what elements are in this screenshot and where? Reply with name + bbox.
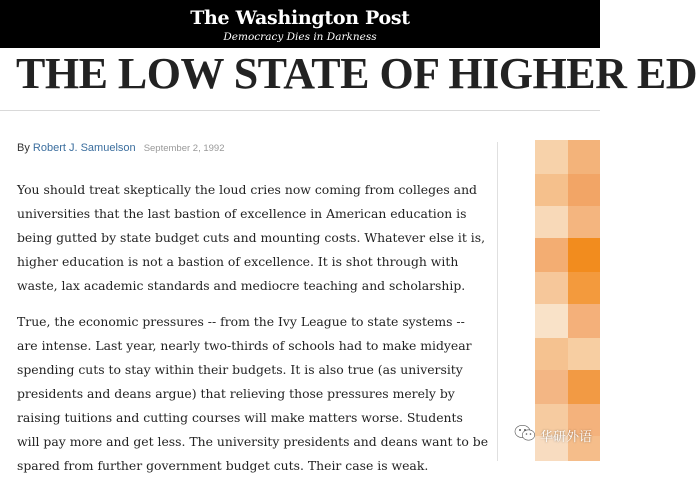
article-paragraph: You should treat skeptically the loud cries now coming from colleges and universities that the last bastion of excellence in American education is being gutted by state budget cuts and mounting costs. Whatever else it is, higher education is not a bastion of excellence. It is shot through with waste, lax academic standards and mediocre teaching and scholarship. — [17, 182, 486, 293]
ad-pixel — [535, 272, 568, 304]
article-headline: THE LOW STATE OF HIGHER ED — [16, 49, 697, 98]
ad-pixel — [568, 238, 600, 272]
ad-pixel — [535, 304, 568, 338]
ad-pixel — [535, 140, 568, 174]
headline-divider — [0, 110, 600, 111]
wechat-watermark — [514, 424, 592, 446]
ad-pixel — [568, 338, 600, 370]
ad-pixel — [568, 140, 600, 174]
ad-pixel — [568, 272, 600, 304]
ad-pixel — [568, 206, 600, 238]
column-divider — [497, 142, 498, 461]
masthead — [0, 0, 600, 48]
masthead-tagline: Democracy Dies in Darkness — [223, 31, 377, 43]
washington-post-logo[interactable]: The Washington Post — [190, 7, 410, 29]
article-body — [17, 178, 489, 490]
ad-pixel — [568, 174, 600, 206]
ad-pixel — [568, 304, 600, 338]
byline — [17, 142, 225, 154]
ad-pixel — [535, 206, 568, 238]
author-link[interactable]: Robert J. Samuelson — [32, 142, 136, 154]
ad-pixel — [535, 338, 568, 370]
ad-pixel — [535, 238, 568, 272]
article-paragraph: True, the economic pressures -- from the Ivy League to state systems -- are intense. Last year, nearly two-thirds of schools had to make midyear spending cuts to stay within their budgets. It is also true (as university presidents and deans argue) that relieving those pressures merely by raising tuitions and cutting courses will make matters worse. Students will pay more and get less. The university presidents and deans want to be spared from further government budget cuts. Their case is weak. — [17, 314, 489, 473]
publish-date: September 2, 1992 — [143, 143, 225, 154]
ad-pixel — [535, 174, 568, 206]
wechat-icon — [514, 424, 536, 446]
watermark-label: 华研外语 — [539, 429, 592, 445]
blurred-advertisement[interactable] — [535, 140, 600, 461]
ad-pixel — [535, 370, 568, 404]
ad-pixel — [568, 370, 600, 404]
byline-prefix: By — [17, 142, 30, 154]
